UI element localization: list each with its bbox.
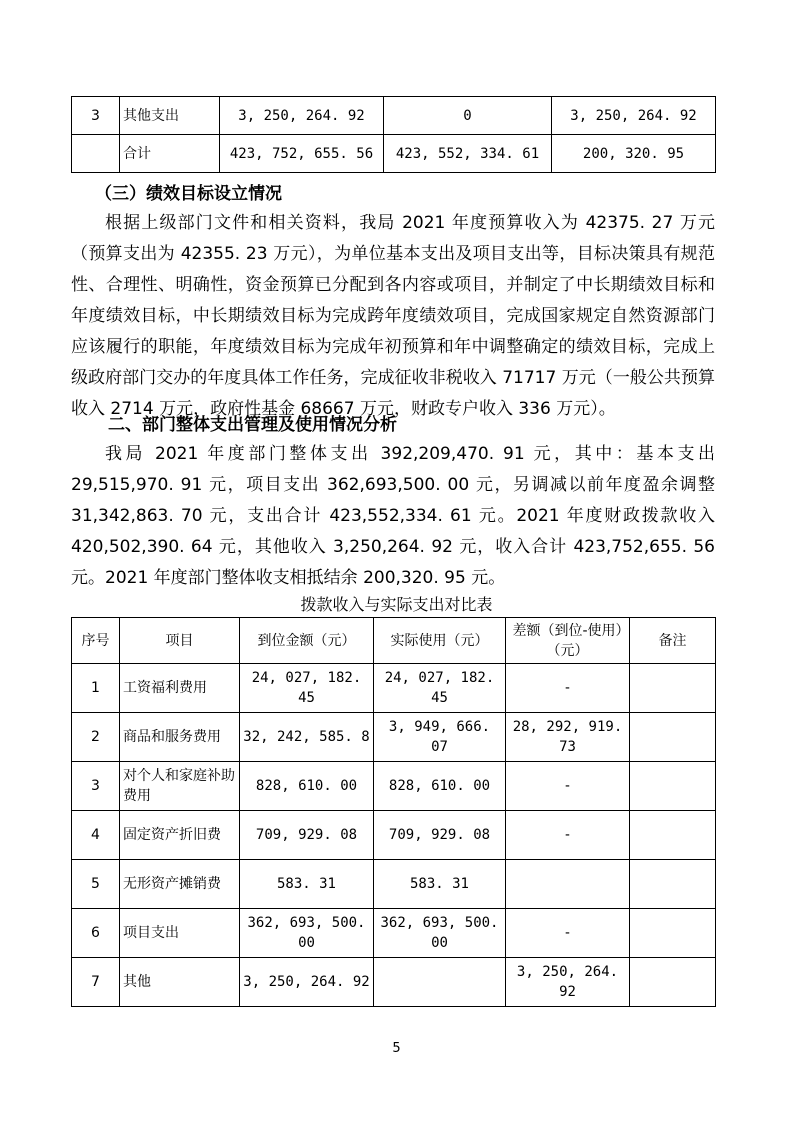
row-note xyxy=(630,713,716,762)
table-caption: 拨款收入与实际支出对比表 xyxy=(300,595,493,614)
row-number: 3 xyxy=(72,97,120,135)
table-row xyxy=(72,958,716,1007)
row-used: 583. 31 xyxy=(374,860,506,909)
row-used: 709, 929. 08 xyxy=(374,811,506,860)
row-item: 对个人和家庭补助费用 xyxy=(120,762,240,811)
row-number: 1 xyxy=(72,664,120,713)
row-item: 其他 xyxy=(120,958,240,1007)
column-header: 差额（到位-使用）（元） xyxy=(506,618,630,664)
row-value: 200, 320. 95 xyxy=(552,135,716,173)
column-header: 备注 xyxy=(630,618,716,664)
row-number: 5 xyxy=(72,860,120,909)
column-header: 到位金额（元） xyxy=(240,618,374,664)
column-header: 实际使用（元） xyxy=(374,618,506,664)
row-used xyxy=(374,958,506,1007)
row-received: 32, 242, 585. 8 xyxy=(240,713,374,762)
table-row xyxy=(72,97,716,135)
row-note xyxy=(630,762,716,811)
table-row xyxy=(72,664,716,713)
table-row xyxy=(72,135,716,173)
comparison-table xyxy=(71,617,716,1007)
row-used: 3, 949, 666. 07 xyxy=(374,713,506,762)
row-received: 3, 250, 264. 92 xyxy=(240,958,374,1007)
row-item: 固定资产折旧费 xyxy=(120,811,240,860)
row-used: 828, 610. 00 xyxy=(374,762,506,811)
page-number: 5 xyxy=(392,1041,401,1056)
row-number: 6 xyxy=(72,909,120,958)
row-value: 0 xyxy=(384,97,552,135)
row-number: 3 xyxy=(72,762,120,811)
section-heading: 二、部门整体支出管理及使用情况分析 xyxy=(108,415,397,435)
row-diff: - xyxy=(506,762,630,811)
table-row xyxy=(72,909,716,958)
row-diff: - xyxy=(506,909,630,958)
row-item: 其他支出 xyxy=(120,97,220,135)
row-diff: - xyxy=(506,811,630,860)
row-item: 商品和服务费用 xyxy=(120,713,240,762)
row-item: 工资福利费用 xyxy=(120,664,240,713)
row-diff xyxy=(506,860,630,909)
table-row xyxy=(72,762,716,811)
row-value: 423, 552, 334. 61 xyxy=(384,135,552,173)
row-received: 828, 610. 00 xyxy=(240,762,374,811)
row-diff: 3, 250, 264. 92 xyxy=(506,958,630,1007)
row-used: 362, 693, 500. 00 xyxy=(374,909,506,958)
paragraph: 我局 2021 年度部门整体支出 392,209,470. 91 元，其中：基本支出29,515,970. 91 元，项目支出 362,693,500. 00 元，另调减以前年度盈余调整31,342,863. 70 元，支出合计 423,552,334. 61 元。2021 年度财政拨款收入420,502,390. 64 元，其他收入 3,250,264. 92 元，收入合计 423,752,655. 56 元。2021 年度部门整体收支相抵结余 200,320. 95 元。 xyxy=(71,444,715,588)
budget-summary-table xyxy=(71,96,716,173)
table-row xyxy=(72,860,716,909)
table-row xyxy=(72,713,716,762)
row-item: 项目支出 xyxy=(120,909,240,958)
column-header: 项目 xyxy=(120,618,240,664)
row-diff: 28, 292, 919. 73 xyxy=(506,713,630,762)
row-value: 3, 250, 264. 92 xyxy=(220,97,384,135)
row-received: 24, 027, 182. 45 xyxy=(240,664,374,713)
row-diff: - xyxy=(506,664,630,713)
column-header: 序号 xyxy=(72,618,120,664)
row-note xyxy=(630,811,716,860)
row-received: 583. 31 xyxy=(240,860,374,909)
table-row xyxy=(72,811,716,860)
row-note xyxy=(630,958,716,1007)
row-value: 423, 752, 655. 56 xyxy=(220,135,384,173)
row-item: 合计 xyxy=(120,135,220,173)
section-heading: （三）绩效目标设立情况 xyxy=(95,184,282,204)
row-note xyxy=(630,664,716,713)
row-number: 7 xyxy=(72,958,120,1007)
row-received: 362, 693, 500. 00 xyxy=(240,909,374,958)
row-note xyxy=(630,909,716,958)
row-received: 709, 929. 08 xyxy=(240,811,374,860)
row-number: 4 xyxy=(72,811,120,860)
row-number xyxy=(72,135,120,173)
row-item: 无形资产摊销费 xyxy=(120,860,240,909)
row-used: 24, 027, 182. 45 xyxy=(374,664,506,713)
table-header-row xyxy=(72,618,716,664)
paragraph: 根据上级部门文件和相关资料，我局 2021 年度预算收入为 42375. 27 万元（预算支出为 42355. 23 万元），为单位基本支出及项目支出等，目标决策具有规范性、合理性、明确性，资金预算已分配到各内容或项目，并制定了中长期绩效目标和年度绩效目标，中长期绩效目标为完成跨年度绩效项目，完成国家规定自然资源部门应该履行的职能，年度绩效目标为完成年初预算和年中调整确定的绩效目标，完成上级政府部门交办的年度具体工作任务，完成征收非税收入 71717 万元（一般公共预算收入 2714 万元，政府性基金 68667 万元，财政专户收入 336 万元）。 xyxy=(71,213,715,419)
row-value: 3, 250, 264. 92 xyxy=(552,97,716,135)
row-note xyxy=(630,860,716,909)
row-number: 2 xyxy=(72,713,120,762)
